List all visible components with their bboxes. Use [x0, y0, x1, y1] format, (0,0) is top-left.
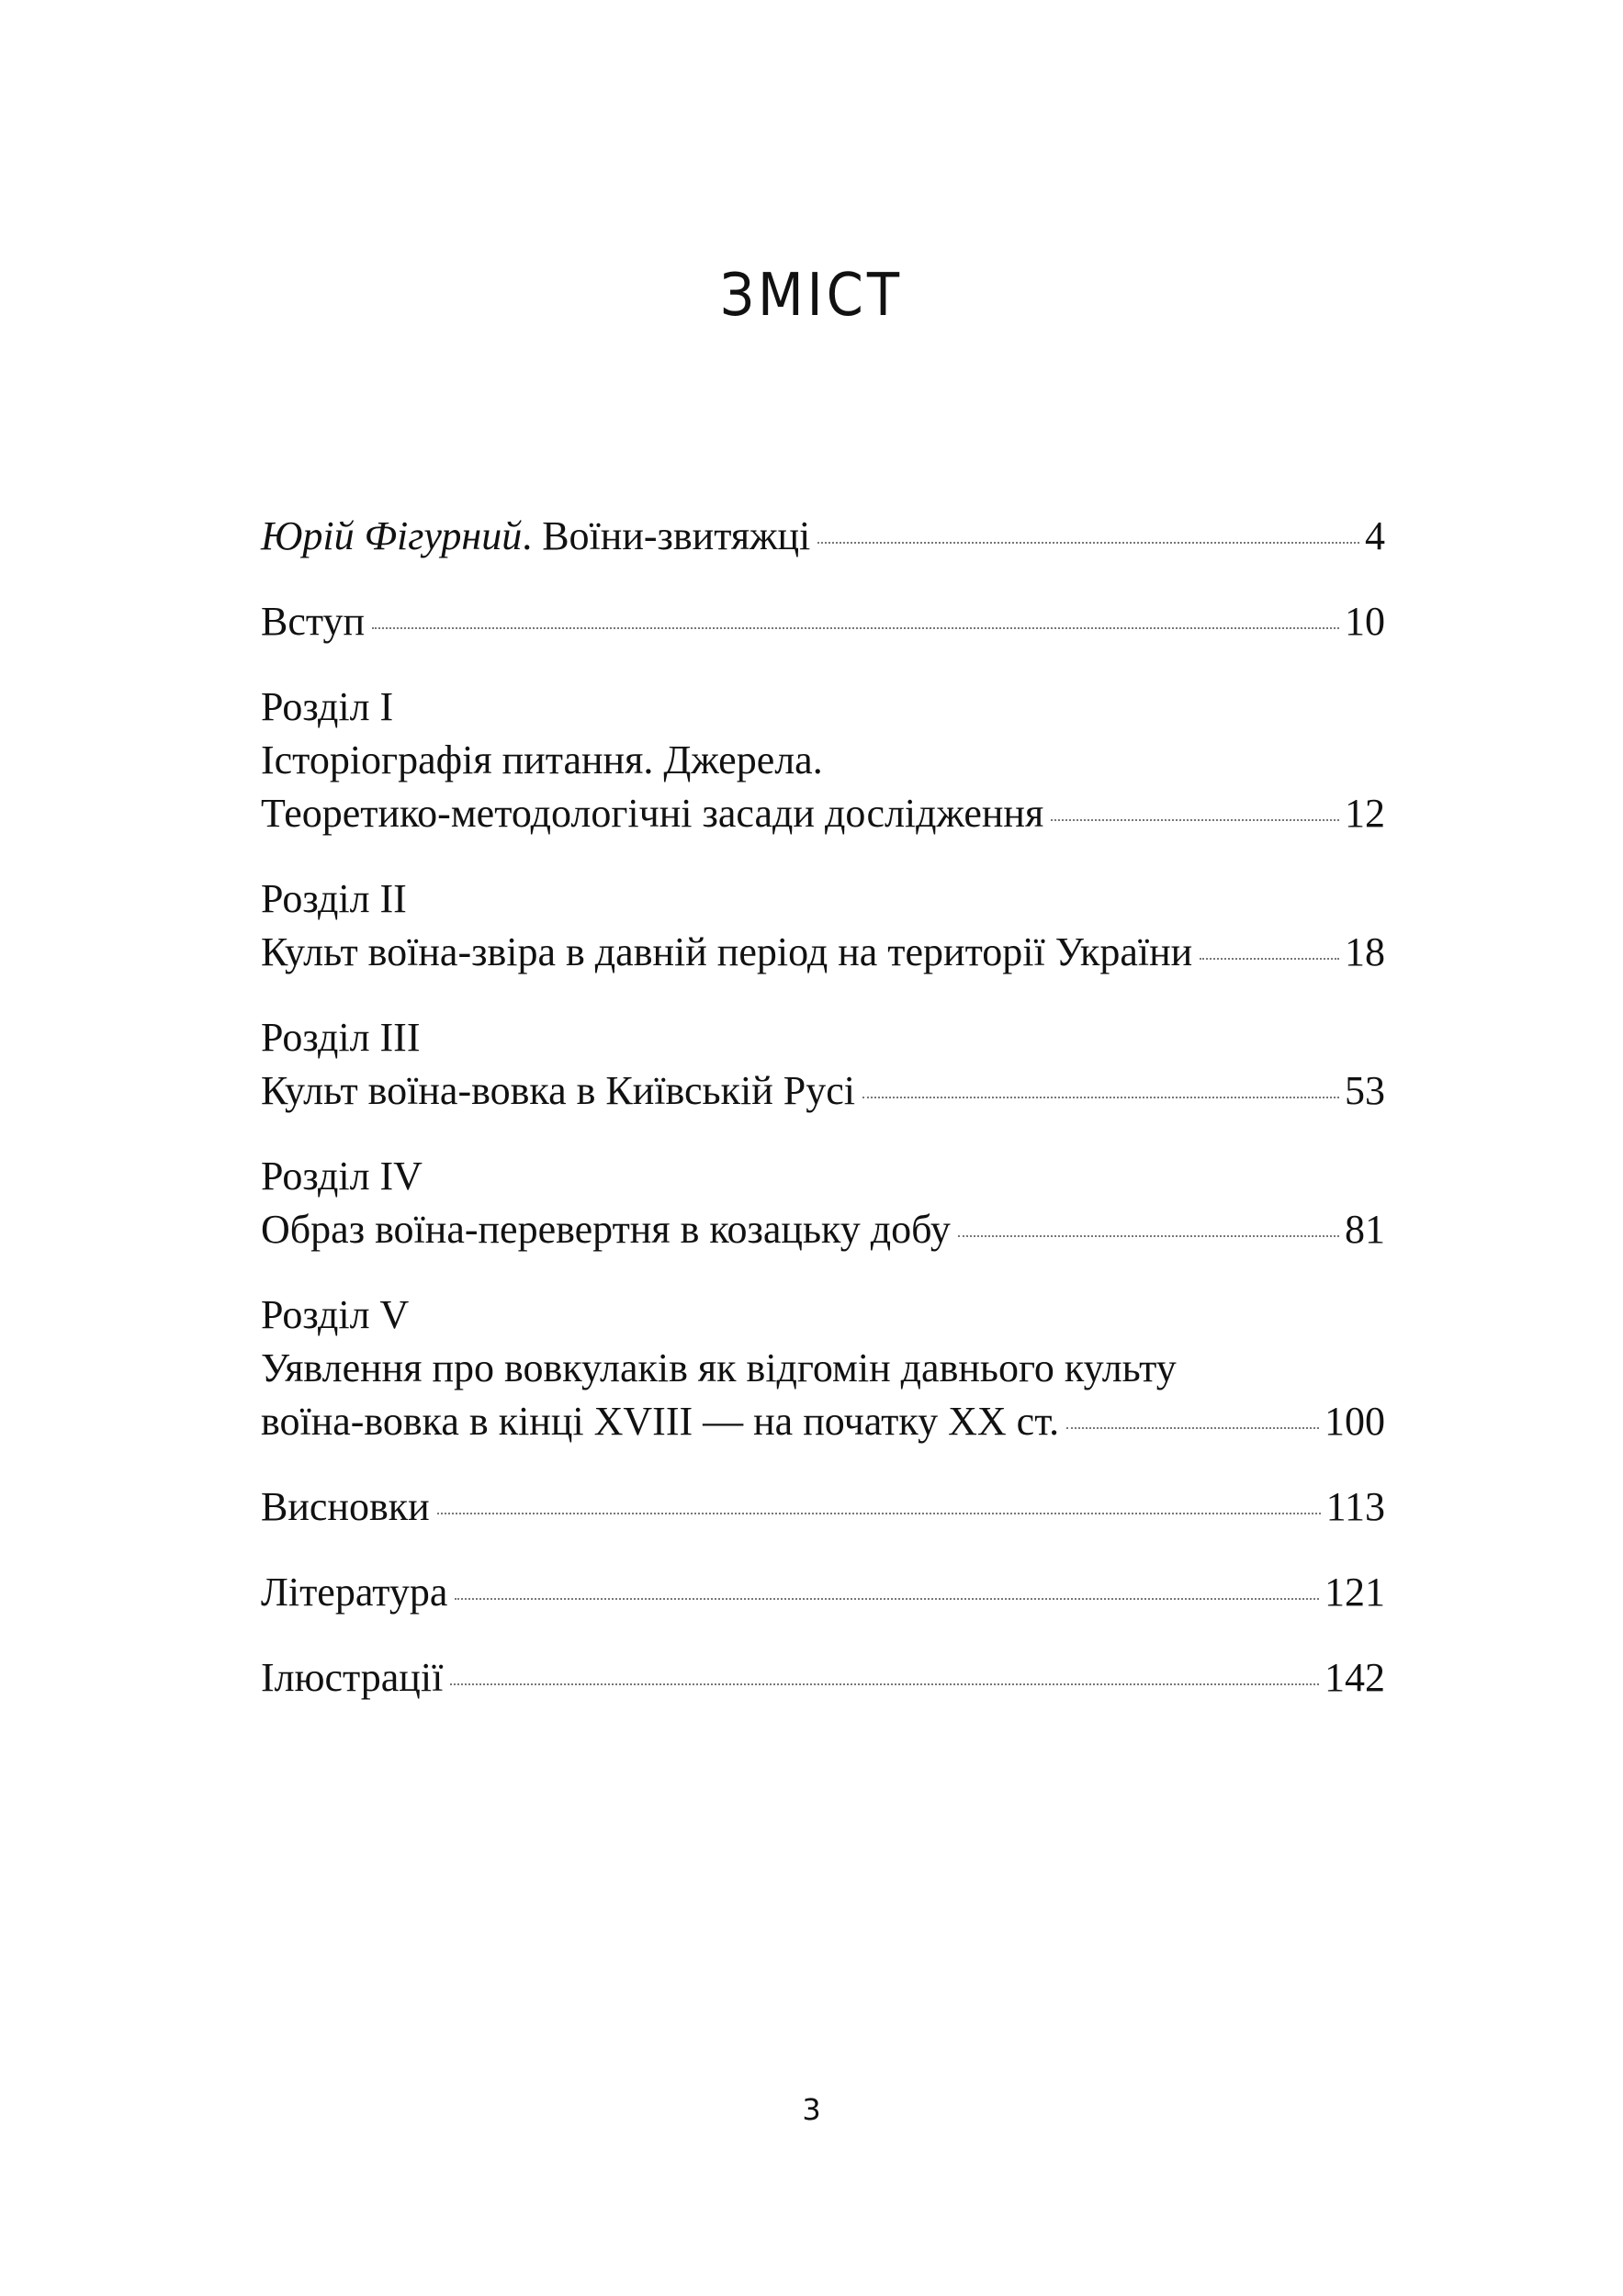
toc-entry-last-line: [261, 1480, 1385, 1534]
toc-entry-title: Література: [261, 1570, 448, 1615]
page-number: 3: [802, 2092, 821, 2127]
dot-leader: [437, 1513, 1321, 1514]
toc-entry-title: Ілюстрації: [261, 1655, 444, 1700]
toc-entry-chapter-3: [261, 1011, 1385, 1118]
toc-entry-last-line: [261, 1651, 1385, 1705]
toc-entry-last-line: [261, 1064, 1385, 1118]
dot-leader: [1066, 1427, 1319, 1429]
toc-entry-author: Юрій Фігурний: [261, 513, 523, 558]
toc-page-number: 53: [1345, 1068, 1385, 1113]
toc-page-number: 121: [1324, 1570, 1385, 1615]
dot-leader: [372, 627, 1339, 629]
dot-leader: [958, 1235, 1339, 1237]
toc-page-number: 81: [1345, 1207, 1385, 1252]
toc-entry-title-line: Уявлення про вовкулаків як відгомін давнього культу: [261, 1345, 1177, 1390]
toc-entry-title: Юрій Фігурний. Воїни-звитяжці: [261, 513, 811, 558]
toc-entry-chapter-4: [261, 1150, 1385, 1256]
toc-page-number: 10: [1345, 599, 1385, 644]
toc-entry-last-line: [261, 1566, 1385, 1619]
toc-chapter-label: Розділ ІІІ: [261, 1015, 421, 1060]
toc-entry-last-line: [261, 926, 1385, 979]
toc-entry-conclusions: [261, 1480, 1385, 1534]
toc-entry-title-line: Образ воїна-перевертня в козацьку добу: [261, 1207, 951, 1252]
toc-chapter-label: Розділ IV: [261, 1154, 423, 1199]
toc-entry-bibliography: [261, 1566, 1385, 1619]
dot-leader: [1051, 819, 1339, 821]
toc-entry-illustrations: [261, 1651, 1385, 1705]
toc-chapter-label: Розділ ІІ: [261, 876, 407, 921]
toc-entry-introduction: [261, 595, 1385, 648]
toc-page-number: 113: [1325, 1484, 1385, 1529]
toc-entry-last-line: [261, 787, 1385, 840]
toc-entry-last-line: [261, 1203, 1385, 1256]
dot-leader: [455, 1598, 1319, 1600]
toc-entry-title-line: Культ воїна-вовка в Київській Русі: [261, 1068, 855, 1113]
toc-entry-title: Вступ: [261, 599, 366, 644]
dot-leader: [1200, 958, 1339, 960]
toc-entry-last-line: [261, 595, 1385, 648]
toc-entry-title-line: Культ воїна-звіра в давній період на території України: [261, 929, 1193, 974]
toc-chapter-label: Розділ І: [261, 684, 394, 729]
dot-leader: [862, 1097, 1339, 1098]
toc-entry-title-line: Теоретико-методологічні засади дослідження: [261, 791, 1044, 836]
toc-entry-chapter-5: [261, 1289, 1385, 1448]
toc-page-number: 142: [1324, 1655, 1385, 1700]
toc-entry-foreword: [261, 510, 1385, 563]
dot-leader: [450, 1683, 1319, 1685]
toc-entry-title-line: Історіографія питання. Джерела.: [261, 737, 823, 782]
toc-entry-chapter-2: [261, 872, 1385, 979]
dot-leader: [817, 542, 1359, 544]
toc-page-number: 12: [1345, 791, 1385, 836]
toc-entry-last-line: [261, 1395, 1385, 1448]
toc-entry-title: Висновки: [261, 1484, 430, 1529]
toc-entry-last-line: [261, 510, 1385, 563]
toc-entry-title-line: воїна-вовка в кінці XVIII — на початку ХХ ст.: [261, 1399, 1060, 1444]
toc-entry-chapter-1: [261, 681, 1385, 840]
toc-page-number: 18: [1345, 929, 1385, 974]
toc-page-number: 100: [1324, 1399, 1385, 1444]
table-of-contents: [261, 510, 1385, 1737]
toc-chapter-label: Розділ V: [261, 1292, 410, 1337]
toc-page-number: 4: [1365, 513, 1385, 558]
page-title: ЗМІСТ: [720, 262, 903, 330]
